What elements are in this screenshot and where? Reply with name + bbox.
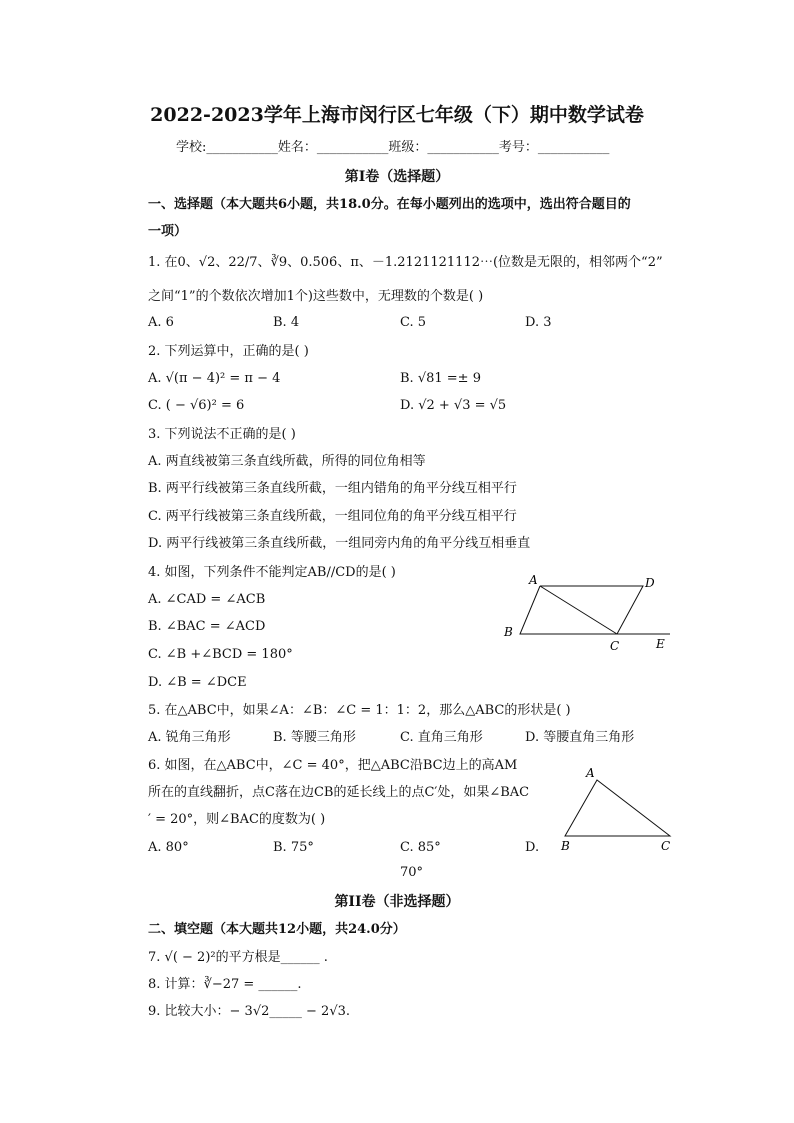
part1-heading: 第I卷（选择题） <box>344 169 450 185</box>
q6-text-cont2: ′ = 20°，则∠BAC的度数为( ) <box>148 812 326 827</box>
q5-option-a: A. 锐角三角形 <box>148 730 231 745</box>
q1-option-a: A. 6 <box>148 315 174 330</box>
q5-text: 5. 在△ABC中，如果∠A：∠B：∠C = 1：1：2，那么△ABC的形状是( ) <box>148 703 571 718</box>
q6-option-c: C. 85° <box>400 840 441 855</box>
section2-heading: 二、填空题（本大题共12小题，共24.0分） <box>148 922 406 937</box>
part2-heading: 第II卷（非选择题） <box>334 894 460 910</box>
q4-text: 4. 如图，下列条件不能判定AB//CD的是( ) <box>148 565 396 580</box>
page-title: 2022-2023学年上海市闵行区七年级（下）期中数学试卷 <box>150 104 644 126</box>
section1-heading-cont: 一项） <box>148 224 188 239</box>
q2-option-a: A. √(π − 4)² = π − 4 <box>148 371 281 386</box>
q7-text: 7. √( − 2)²的平方根是______ . <box>148 950 328 965</box>
q2-option-d: D. √2 + √3 = √5 <box>400 398 507 413</box>
q1-text-cont: 之间“1”的个数依次增加1个)这些数中，无理数的个数是( ) <box>148 289 484 304</box>
q3-option-c: C. 两平行线被第三条直线所截，一组同位角的角平分线互相平行 <box>148 509 517 524</box>
q1-text: 1. 在0、√2、22/7、∛9、0.5̇06̇、π、－1.2121121112⋯(位数是无限的，相邻两个“2” <box>148 255 663 270</box>
q5-option-b: B. 等腰三角形 <box>273 730 356 745</box>
q1-option-c: C. 5 <box>400 315 427 330</box>
q3-text: 3. 下列说法不正确的是( ) <box>148 427 296 442</box>
fig1-label-b: B <box>504 625 513 639</box>
fig2-label-a: A <box>586 766 595 780</box>
q6-text: 6. 如图，在△ABC中，∠C = 40°，把△ABC沿BC边上的高AM <box>148 758 518 773</box>
figure-triangle <box>565 780 670 836</box>
fig1-label-a: A <box>529 573 538 587</box>
q3-option-d: D. 两平行线被第三条直线所截，一组同旁内角的角平分线互相垂直 <box>148 536 531 551</box>
student-info-line: 学校:___________姓名：___________班级：___________考号：___________ <box>176 140 610 155</box>
q2-option-b: B. √81 =± 9 <box>400 371 481 386</box>
q5-option-c: C. 直角三角形 <box>400 730 483 745</box>
q6-option-d-value: 70° <box>400 865 424 880</box>
q3-option-b: B. 两平行线被第三条直线所截，一组内错角的角平分线互相平行 <box>148 481 517 496</box>
q4-option-a: A. ∠CAD = ∠ACB <box>148 592 266 607</box>
q3-option-a: A. 两直线被第三条直线所截，所得的同位角相等 <box>148 454 426 469</box>
q4-option-b: B. ∠BAC = ∠ACD <box>148 619 266 634</box>
q1-option-d: D. 3 <box>525 315 552 330</box>
q4-option-c: C. ∠B +∠BCD = 180° <box>148 647 293 662</box>
q6-text-cont: 所在的直线翻折，点C落在边CB的延长线上的点C′处，如果∠BAC <box>148 785 530 800</box>
q8-text: 8. 计算：∛−27 = ______. <box>148 977 302 992</box>
q1-option-b: B. 4 <box>273 315 300 330</box>
q4-option-d: D. ∠B = ∠DCE <box>148 675 247 690</box>
q2-option-c: C. ( − √6)² = 6 <box>148 398 245 413</box>
q6-option-a: A. 80° <box>148 840 189 855</box>
q2-text: 2. 下列运算中，正确的是( ) <box>148 344 309 359</box>
fig2-label-c: C <box>661 839 671 853</box>
fig1-label-d: D <box>645 576 655 590</box>
q6-option-b: B. 75° <box>273 840 314 855</box>
q6-option-d: D. <box>525 840 540 855</box>
fig1-label-c: C <box>610 639 620 653</box>
section1-heading: 一、选择题（本大题共6小题，共18.0分。在每小题列出的选项中，选出符合题目的 <box>148 197 631 212</box>
q5-option-d: D. 等腰直角三角形 <box>525 730 635 745</box>
figure-parallelogram <box>520 586 670 634</box>
q9-text: 9. 比较大小：− 3√2_____ − 2√3. <box>148 1004 351 1019</box>
fig1-label-e: E <box>656 637 665 651</box>
fig2-label-b: B <box>561 839 570 853</box>
